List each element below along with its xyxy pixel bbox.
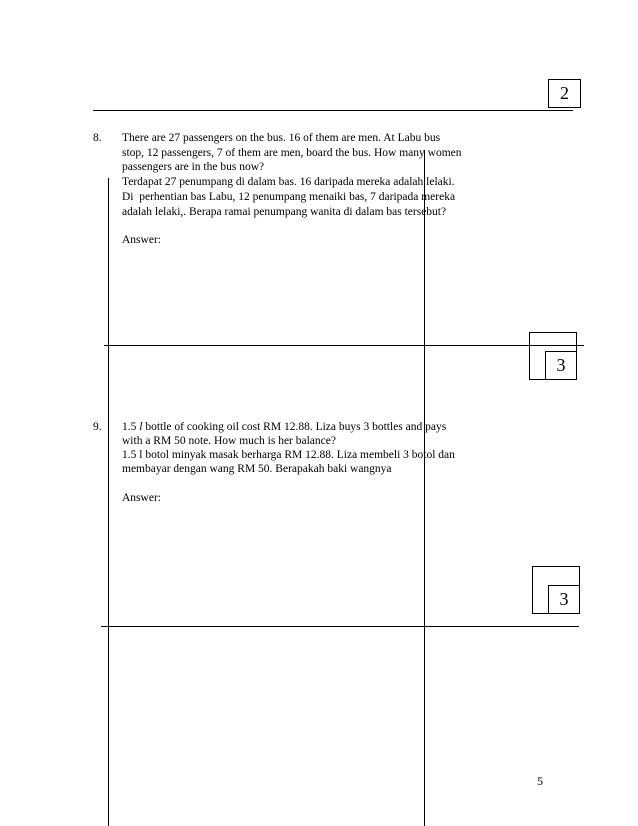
question-9-marks-box xyxy=(548,585,580,614)
question-8-answer-label: Answer: xyxy=(122,234,161,246)
question-8-marks-value: 3 xyxy=(556,355,566,375)
left-margin-line xyxy=(108,178,109,826)
question-8-line-4: Terdapat 27 penumpang di dalam bas. 16 daripada mereka adalah lelaki. xyxy=(122,176,455,188)
question-8-line-1: There are 27 passengers on the bus. 16 of them are men. At Labu bus xyxy=(122,132,441,144)
question-9-line-2: with a RM 50 note. How much is her balance? xyxy=(122,435,336,447)
question-9-line-1 xyxy=(122,420,446,434)
question-8-marks-box xyxy=(545,351,577,380)
question-9-answer-label: Answer: xyxy=(122,492,161,504)
question-8-line-3: passengers are in the bus now? xyxy=(122,161,265,173)
question-9-number: 9. xyxy=(93,421,102,433)
question-9-line-4: membayar dengan wang RM 50. Berapakah baki wangnya xyxy=(122,463,392,475)
question-8-number: 8. xyxy=(93,132,102,144)
question-9-line-3: 1.5 l botol minyak masak berharga RM 12.88. Liza membeli 3 botol dan xyxy=(122,449,455,461)
page-number: 5 xyxy=(537,774,543,788)
question-8-line-2: stop, 12 passengers, 7 of them are men, board the bus. How many women xyxy=(122,147,462,159)
top-marks-value: 2 xyxy=(560,83,569,103)
question-9-marks-value: 3 xyxy=(559,589,569,609)
question-9-line-1-b: bottle of cooking oil cost RM 12.88. Liza buys 3 bottles and pays xyxy=(142,421,447,433)
question-9-line-1-a: 1.5 xyxy=(122,421,140,433)
question-8-rule xyxy=(104,345,584,346)
top-marks-box xyxy=(548,79,581,108)
center-divider-line xyxy=(424,150,425,826)
question-9-litre-unit: l xyxy=(139,421,143,433)
question-8-line-6: adalah lelaki,. Berapa ramai penumpang wanita di dalam bas tersebut? xyxy=(122,206,447,218)
question-9-rule xyxy=(101,626,579,627)
question-8-line-5: Di perhentian bas Labu, 12 penumpang menaiki bas, 7 daripada mereka xyxy=(122,191,456,203)
top-rule xyxy=(93,110,573,111)
